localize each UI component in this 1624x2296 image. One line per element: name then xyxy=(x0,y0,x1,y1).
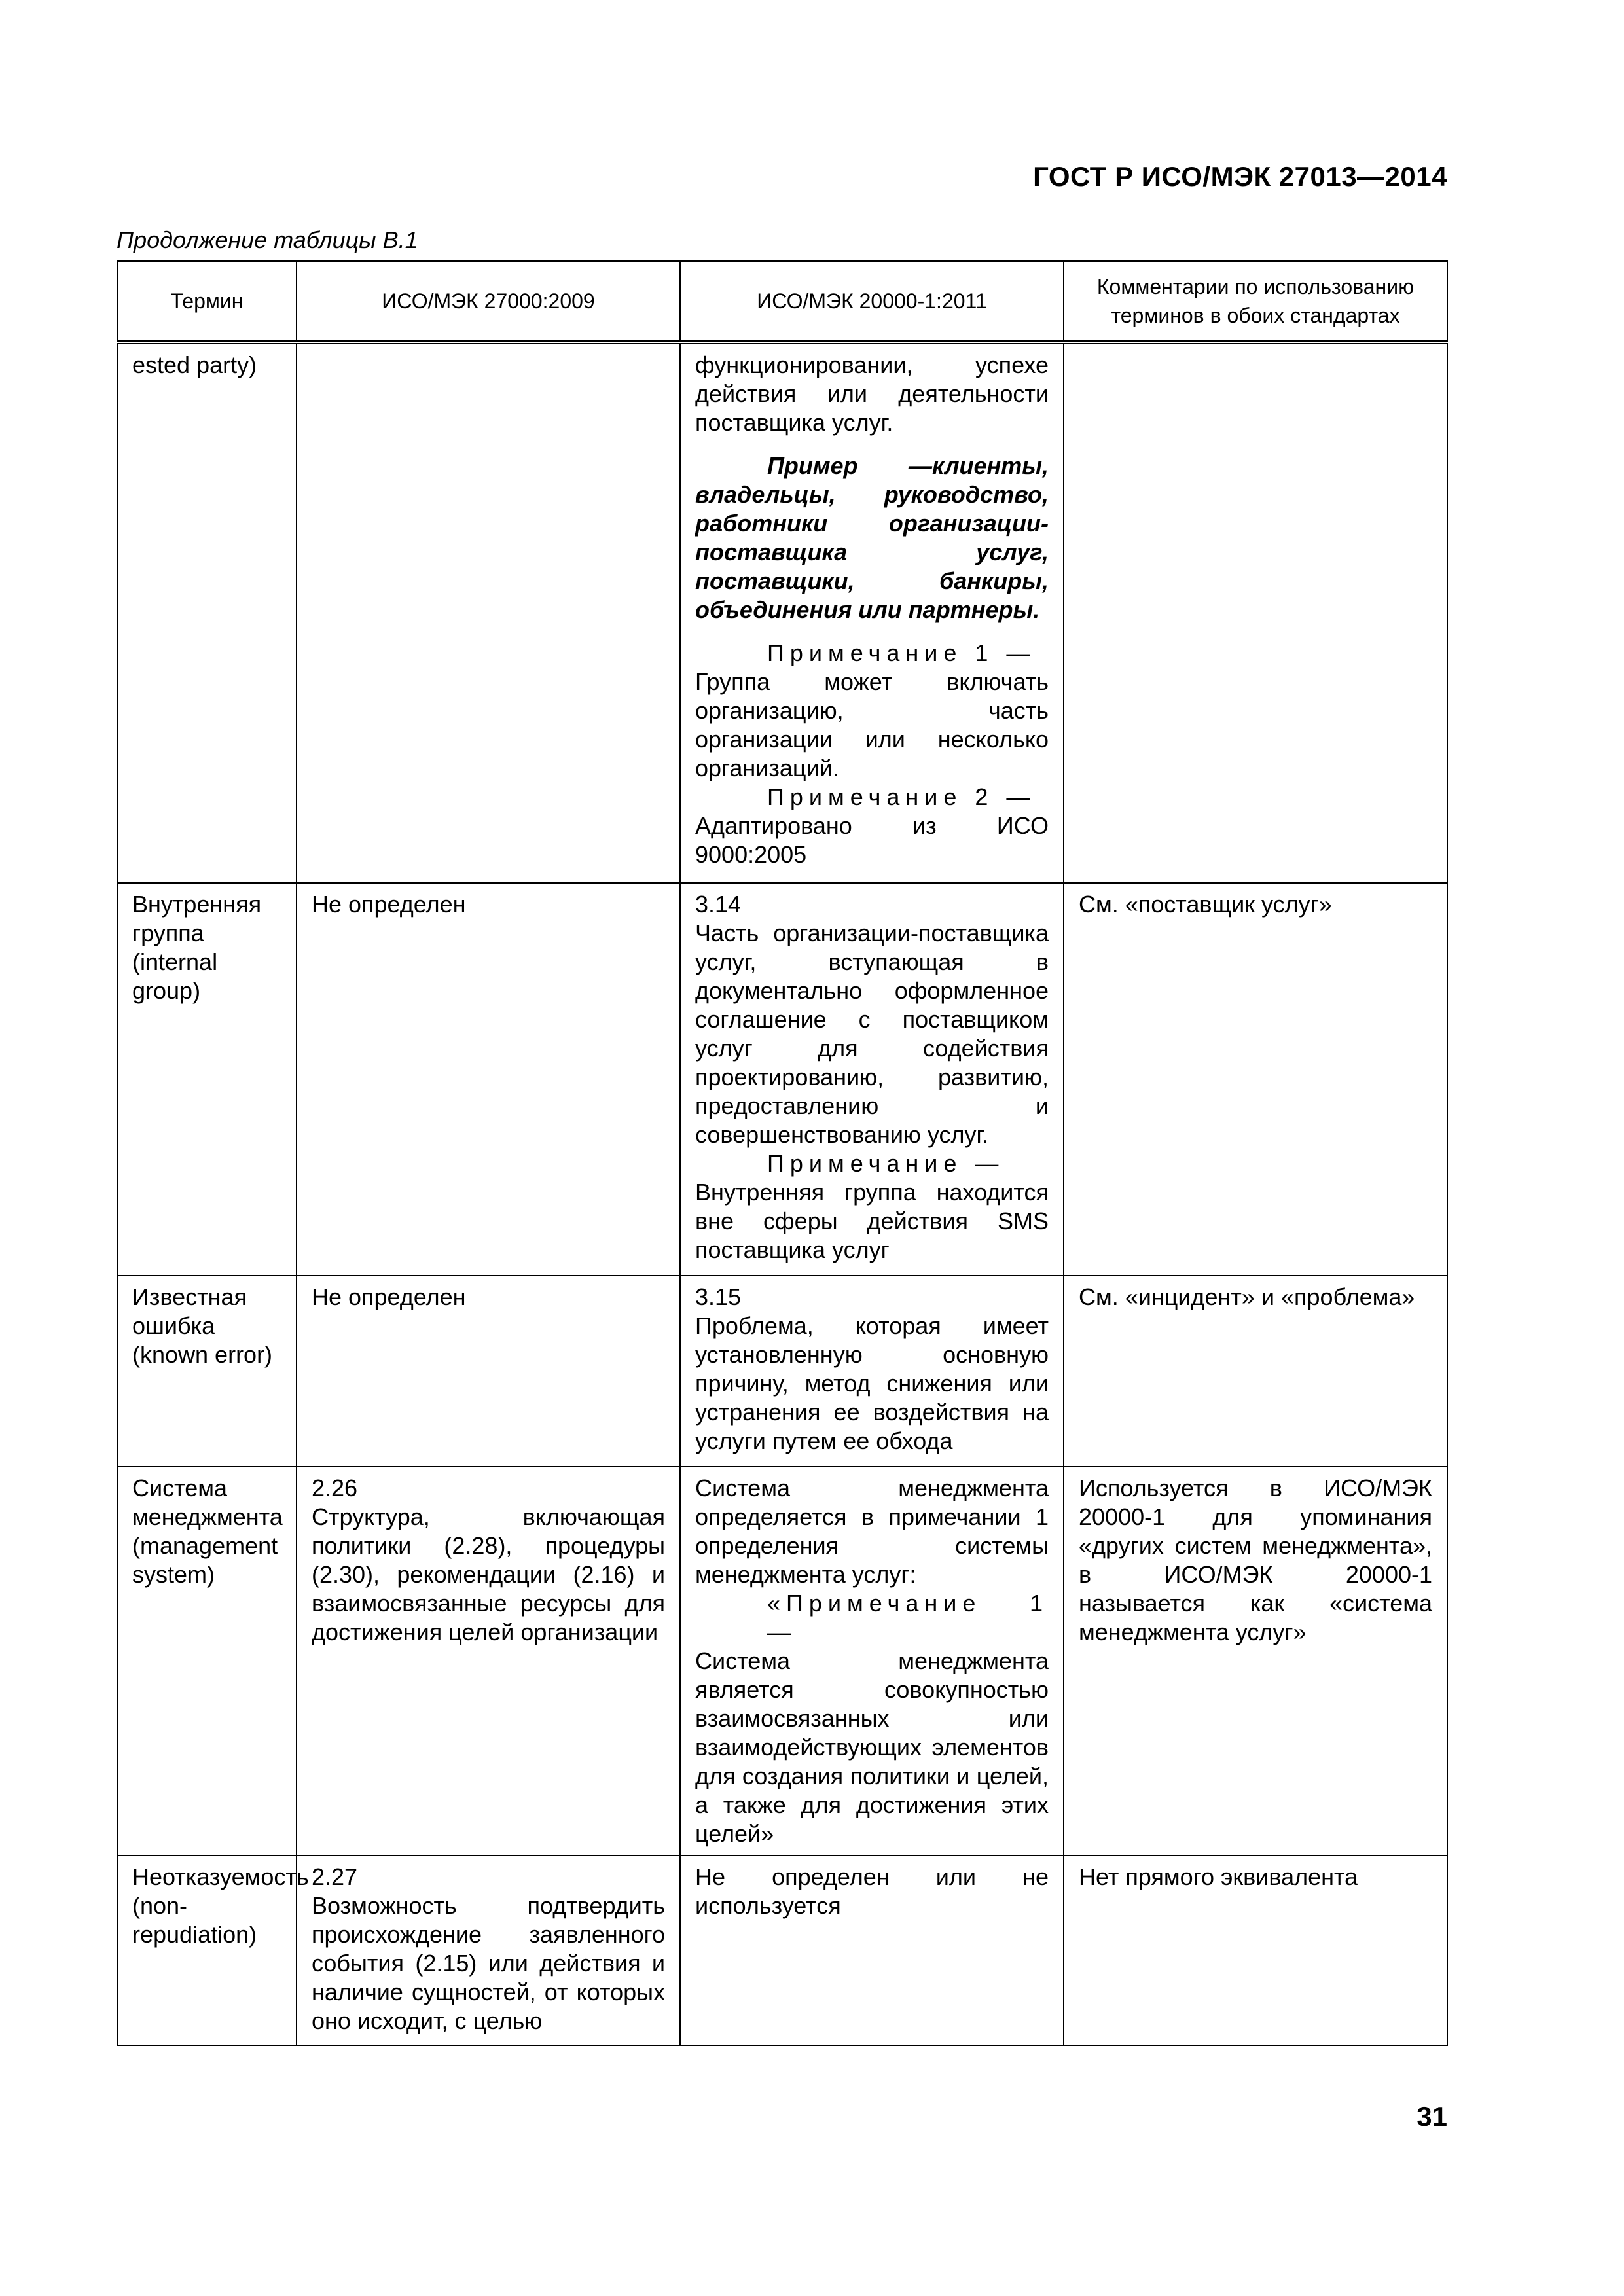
definition-text: Возможность подтвердить происхождение заявленного события (2.15) или действия и наличие сущностей, от которых оно исходит, с целью xyxy=(312,1892,665,2034)
definition-text: Проблема, которая имеет установленную основную причину, метод снижения или устранения ее воздействия на услуги путем ее обхода xyxy=(695,1312,1049,1454)
iso27000-cell xyxy=(297,1856,680,2045)
note-text: Внутренняя группа находится вне сферы действия SMS поставщика услуг xyxy=(695,1179,1049,1263)
iso20000-cell xyxy=(680,1276,1064,1467)
table-row xyxy=(117,1856,1447,2045)
terms-table xyxy=(117,260,1448,2046)
iso27000-cell xyxy=(297,1467,680,1856)
iso20000-cell xyxy=(680,1467,1064,1856)
column-header-comments: Комментарии по использованию терминов в обоих стандартах xyxy=(1064,261,1447,342)
note-2 xyxy=(695,783,1049,869)
document-header: ГОСТ Р ИСО/МЭК 27013—2014 xyxy=(1033,161,1447,192)
note-label: Примечание — xyxy=(767,1150,1005,1177)
comment-cell: Нет прямого эквивалента xyxy=(1064,1856,1447,2045)
table-caption: Продолжение таблицы В.1 xyxy=(117,226,418,253)
note-2-text: Адаптировано из ИСО 9000:2005 xyxy=(695,812,1049,868)
comment-cell: См. «инцидент» и «проблема» xyxy=(1064,1276,1447,1467)
term-cell: Неотказуемость (non-repudiation) xyxy=(117,1856,297,2045)
note-1 xyxy=(695,639,1049,783)
clause-number: 2.26 xyxy=(312,1475,358,1501)
iso27000-cell: Не определен xyxy=(297,883,680,1276)
note-1-text: Группа может включать организацию, часть организации или несколько организаций. xyxy=(695,668,1049,781)
note xyxy=(695,1149,1049,1265)
clause-number: 3.15 xyxy=(695,1283,742,1310)
term-cell: Внутренняя группа (internal group) xyxy=(117,883,297,1276)
page-number: 31 xyxy=(1416,2101,1447,2132)
column-header-iso20000: ИСО/МЭК 20000-1:2011 xyxy=(680,261,1064,342)
definition-text: функционировании, успехе действия или деятельности поставщика услуг. xyxy=(695,351,1049,436)
term-cell: ested party) xyxy=(117,342,297,883)
column-header-iso27000: ИСО/МЭК 27000:2009 xyxy=(297,261,680,342)
iso27000-cell: Не определен xyxy=(297,1276,680,1467)
example-text: Пример —клиенты, владельцы, руководство, работники организации-поставщика услуг, поставщики, банкиры, объединения или партнеры. xyxy=(695,452,1049,623)
table-row xyxy=(117,1276,1447,1467)
clause-number: 2.27 xyxy=(312,1863,358,1890)
note-text: Система менеджмента является совокупностью взаимосвязанных или взаимодействующих элементов для создания политики и целей, а также для достижения этих целей» xyxy=(695,1647,1049,1847)
definition-text: Часть организации-поставщика услуг, вступающая в документально оформленное соглашение с поставщиком услуг для содействия проектированию, развитию, предоставлению и совершенствованию услуг. xyxy=(695,920,1049,1148)
definition-text: Структура, включающая политики (2.28), процедуры (2.30), рекомендации (2.16) и взаимосвязанные ресурсы для достижения целей организации xyxy=(312,1503,665,1645)
column-header-term: Термин xyxy=(117,261,297,342)
iso20000-cell xyxy=(680,883,1064,1276)
iso27000-cell xyxy=(297,342,680,883)
note-label: «Примечание 1 — xyxy=(767,1590,1049,1645)
comment-cell: См. «поставщик услуг» xyxy=(1064,883,1447,1276)
table-row xyxy=(117,883,1447,1276)
iso20000-cell xyxy=(680,342,1064,883)
note-1-label: Примечание 1 — xyxy=(767,639,1036,666)
term-cell: Система менеджмента (management system) xyxy=(117,1467,297,1856)
iso20000-cell: Не определен или не используется xyxy=(680,1856,1064,2045)
table-row xyxy=(117,1467,1447,1856)
note-2-label: Примечание 2 — xyxy=(767,783,1036,810)
term-cell: Известная ошибка (known error) xyxy=(117,1276,297,1467)
definition-text: Система менеджмента определяется в примечании 1 определения системы менеджмента услуг: xyxy=(695,1475,1049,1588)
comment-cell xyxy=(1064,342,1447,883)
clause-number: 3.14 xyxy=(695,891,742,918)
table-header-row xyxy=(117,261,1447,342)
comment-cell: Используется в ИСО/МЭК 20000-1 для упоминания «других систем менеджмента», в ИСО/МЭК 20000-1 называется как «система менеджмента услуг» xyxy=(1064,1467,1447,1856)
note xyxy=(695,1589,1049,1848)
table-row xyxy=(117,342,1447,883)
